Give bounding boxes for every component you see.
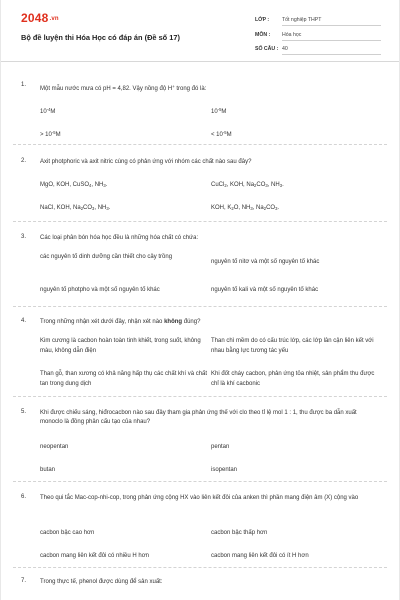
exam-page: 2048.vn Bộ đề luyện thi Hóa Học có đáp án (Đề số 17) LỚP : Tốt nghiệp THPT MÔN : Hóa học SỐ CÂU : 40 1. Một mẫu nước mưa có pH = 4,82. Vậy nồng độ H+ trong đó là: $10^{-4}M$ $10^{-5}M$ > $10^{-5}M$ < $10^{-5}M$ 2. Axit photphoric và axit nitric cùng có phản ứng với nhóm các chất nào sau đây? MgO, KOH, CuSO$_4$, $NH_3$. CuCl$_2$, KOH, $Na_2CO_3$, $NH_3$. NaCl, KOH, $Na_2CO_3$, $NH_3$. KOH, $K_2O$, $NH_3$, $Na_2CO_3$. 3. Các loại phân bón hóa học đều là những hóa chất có chứa: các nguyên tố dinh dưỡng cần thiết cho cây trồng nguyên tố nitơ và một số nguyên tố khác nguyên tố photpho và một số nguyên tố khác nguyên tố kali và một số nguyên tố khác 4. Trong những nhận xét dưới đây, nhận xét nào không đúng? Kim cương là cacbon hoàn toàn tinh khiết, trong suốt, không màu, không dẫn điện Than chì mềm do có cấu trúc lớp, các lớp lân cận liên kết với nhau bằng lực tương tác yếu Than gỗ, than xương có khả năng hấp thụ các chất khí và chất tan trong dung dịch Khi đốt cháy cacbon, phản ứng tỏa nhiệt, sản phẩm thu được chỉ là khí cacbonic 5. Khi được chiếu sáng, hiđrocacbon nào sau đây tham gia phản ứng thế với clo theo tỉ lệ mol 1 : 1, thu được ba dẫn xuất monoclo là đồng phân cấu tạo của nhau? neopentan pentan butan isopentan 6. Theo qui tắc Mac-cop-nhi-cop, trong phản ứng cộng HX vào liên kết đôi của anken thì phần mang điện âm (X) cộng vào cacbon bậc cao hơn cacbon bậc thấp hơn cacbon mang liên kết đôi có nhiều H hơn cacbon mang liên kết đôi có ít H hơn 7. Trong thực tế, phenol được dùng để sản xuất: <box>0 0 400 600</box>
option-d[interactable]: KOH, $K_2O$, $NH_3$, $Na_2CO_3$. <box>211 205 280 211</box>
option-d[interactable]: Khi đốt cháy cacbon, phản ứng tỏa nhiệt, sản phẩm thu được chỉ là khí cacbonic <box>211 371 375 387</box>
option-d[interactable]: < $10^{-5}M$ <box>211 130 232 138</box>
option-a[interactable]: Kim cương là cacbon hoàn toàn tinh khiết, trong suốt, không màu, không dẫn điện <box>40 338 201 354</box>
question-text: Theo qui tắc Mac-cop-nhi-cop, trong phản ứng cộng HX vào liên kết đôi của anken thì phần mang điện âm (X) cộng vào <box>40 495 359 501</box>
option-b[interactable]: $10^{-5}M$ <box>211 107 227 115</box>
divider <box>13 396 387 397</box>
option-b[interactable]: Than chì mềm do có cấu trúc lớp, các lớp lân cận liên kết với nhau bằng lực tương tác yếu <box>211 338 374 354</box>
divider <box>13 481 387 482</box>
question-text: Một mẫu nước mưa có pH = 4,82. Vậy nồng độ H+ trong đó là: <box>40 84 207 92</box>
exam-header: 2048.vn Bộ đề luyện thi Hóa Học có đáp án (Đề số 17) LỚP : Tốt nghiệp THPT MÔN : Hóa học SỐ CÂU : 40 <box>1 0 399 62</box>
option-c[interactable]: nguyên tố photpho và một số nguyên tố khác <box>40 287 160 293</box>
option-d[interactable]: isopentan <box>211 467 238 473</box>
question-text: Các loại phân bón hóa học đều là những hóa chất có chứa: <box>40 235 199 241</box>
question-text: Trong thực tế, phenol được dùng để sản xuất: <box>40 579 163 585</box>
option-c[interactable]: cacbon mang liên kết đôi có nhiều H hơn <box>40 553 150 559</box>
option-b[interactable]: cacbon bậc thấp hơn <box>211 530 268 536</box>
option-b[interactable]: nguyên tố nitơ và một số nguyên tố khác <box>211 259 320 265</box>
option-a[interactable]: MgO, KOH, CuSO$_4$, $NH_3$. <box>40 182 108 188</box>
divider <box>13 567 387 568</box>
option-d[interactable]: nguyên tố kali và một số nguyên tố khác <box>211 287 319 293</box>
divider <box>13 221 387 222</box>
option-a[interactable]: các nguyên tố dinh dưỡng cần thiết cho cây trồng <box>40 254 173 260</box>
site-logo[interactable]: 2048.vn <box>21 11 59 25</box>
option-b[interactable]: pentan <box>211 444 230 450</box>
question-text: Trong những nhận xét dưới đây, nhận xét nào không đúng? <box>40 319 201 325</box>
divider <box>13 306 387 307</box>
exam-title: Bộ đề luyện thi Hóa Học có đáp án (Đề số 17) <box>21 33 180 42</box>
question-text: Khi được chiếu sáng, hiđrocacbon nào sau đây tham gia phản ứng thế với clo theo tỉ lệ mol 1 : 1, thu được ba dẫn xuất monoclo là đồng phân cấu tạo của nhau? <box>40 410 357 425</box>
option-c[interactable]: butan <box>40 467 56 473</box>
option-d[interactable]: cacbon mang liên kết đôi có ít H hơn <box>211 553 309 559</box>
option-a[interactable]: cacbon bậc cao hơn <box>40 530 95 536</box>
option-a[interactable]: neopentan <box>40 444 69 450</box>
divider <box>13 144 387 145</box>
option-b[interactable]: CuCl$_2$, KOH, $Na_2CO_3$, $NH_3$. <box>211 182 284 188</box>
option-a[interactable]: $10^{-4}M$ <box>40 107 56 115</box>
option-c[interactable]: > $10^{-5}M$ <box>40 130 61 138</box>
option-c[interactable]: Than gỗ, than xương có khả năng hấp thụ các chất khí và chất tan trong dung dịch <box>40 371 208 387</box>
option-c[interactable]: NaCl, KOH, $Na_2CO_3$, $NH_3$. <box>40 205 111 211</box>
question-text: Axit photphoric và axit nitric cùng có phản ứng với nhóm các chất nào sau đây? <box>40 159 252 165</box>
